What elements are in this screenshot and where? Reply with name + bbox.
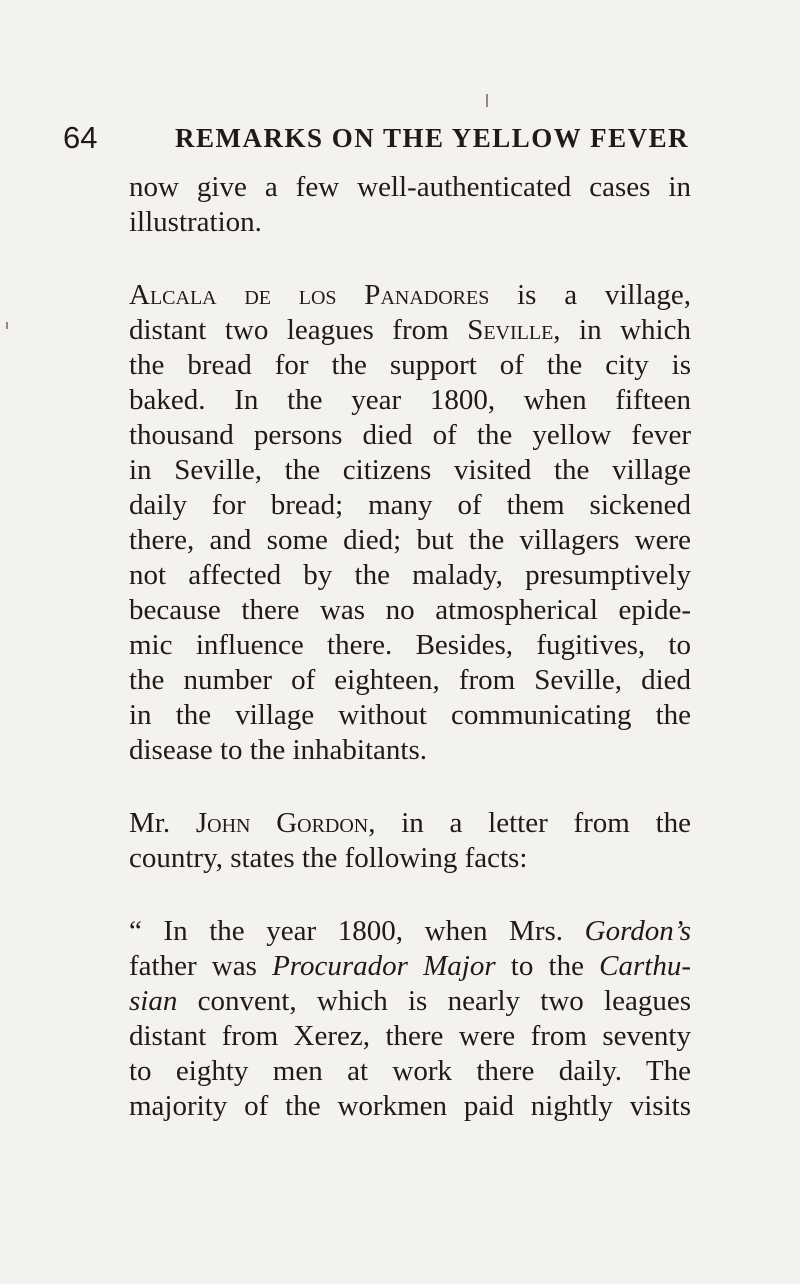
text-fragment: is a village, xyxy=(489,279,691,311)
page-header xyxy=(63,120,703,156)
text-line: the number of eighteen, from Seville, died xyxy=(129,664,691,696)
text-line: to eighty men at work there daily. The xyxy=(129,1055,691,1087)
text-line xyxy=(129,949,691,984)
text-line: illustration. xyxy=(129,206,262,238)
paragraph xyxy=(129,914,691,1124)
text-line xyxy=(129,914,691,949)
print-mark xyxy=(6,322,8,329)
text-line: there, and some died; but the villagers were xyxy=(129,524,691,556)
text-line: the bread for the support of the city is xyxy=(129,349,691,381)
paragraph-gap xyxy=(129,240,691,278)
text-fragment: , in a letter from the xyxy=(368,807,692,839)
text-line: thousand persons died of the yellow fever xyxy=(129,419,691,451)
paragraph xyxy=(129,278,691,768)
italic-text: sian xyxy=(129,985,178,1017)
text-line: distant from Xerez, there were from seventy xyxy=(129,1020,691,1052)
text-line xyxy=(129,313,691,348)
text-fragment: convent, which is nearly two leagues xyxy=(177,985,691,1017)
text-line: daily for bread; many of them sickened xyxy=(129,489,691,521)
italic-text: Carthu- xyxy=(599,950,691,982)
paragraph-gap xyxy=(129,768,691,806)
paragraph xyxy=(129,170,691,240)
page-number: 64 xyxy=(63,120,98,155)
text-line: disease to the inhabitants. xyxy=(129,734,427,766)
page-body xyxy=(129,170,691,1124)
print-mark xyxy=(486,94,488,107)
paragraph xyxy=(129,806,691,876)
text-line: in Seville, the citizens visited the village xyxy=(129,454,691,486)
text-line: now give a few well-authenticated cases in xyxy=(129,171,691,203)
text-line: not affected by the malady, presumptively xyxy=(129,559,691,591)
italic-text: Gordon’s xyxy=(584,915,691,947)
text-fragment: “ In the year 1800, when Mrs. xyxy=(129,915,585,947)
paragraph-gap xyxy=(129,876,691,914)
text-fragment: Mr. xyxy=(129,807,196,839)
text-fragment: to the xyxy=(495,950,600,982)
text-line: majority of the workmen paid nightly visits xyxy=(129,1090,691,1122)
text-line: mic influence there. Besides, fugitives, to xyxy=(129,629,691,661)
text-line xyxy=(129,278,691,313)
text-fragment: father was xyxy=(129,950,273,982)
text-line xyxy=(129,984,691,1019)
person-name: John Gordon xyxy=(195,807,369,839)
place-name: Alcala de los Panadores xyxy=(129,279,490,311)
text-line: because there was no atmospherical epide- xyxy=(129,594,691,626)
text-line xyxy=(129,806,691,841)
text-line: in the village without communicating the xyxy=(129,699,691,731)
text-fragment: distant two leagues from xyxy=(129,314,468,346)
text-fragment: , in which xyxy=(553,314,691,346)
italic-text: Procurador Major xyxy=(272,950,496,982)
place-name: Seville xyxy=(467,314,554,346)
running-head: REMARKS ON THE YELLOW FEVER xyxy=(175,123,690,153)
text-line: country, states the following facts: xyxy=(129,842,528,874)
text-line: baked. In the year 1800, when fifteen xyxy=(129,384,691,416)
